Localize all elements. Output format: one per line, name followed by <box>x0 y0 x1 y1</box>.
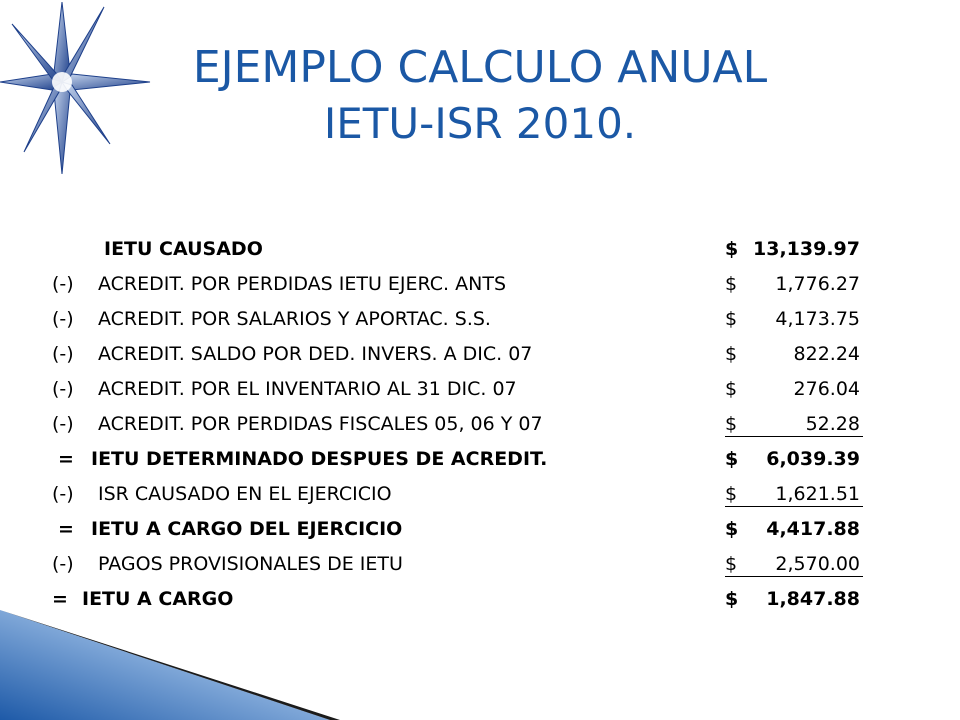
row-label: PAGOS PROVISIONALES DE IETU <box>98 553 403 575</box>
row-prefix: (-) <box>52 413 74 435</box>
row-amount: 1,847.88 <box>766 588 860 610</box>
slide-title: EJEMPLO CALCULO ANUAL <box>192 42 768 93</box>
row-label: IETU A CARGO <box>82 588 234 610</box>
row-prefix: (-) <box>52 273 74 295</box>
star-decoration-icon <box>0 0 175 175</box>
table-row <box>0 308 900 342</box>
row-amount: 13,139.97 <box>753 238 860 260</box>
row-prefix: (-) <box>52 378 74 400</box>
row-label: ACREDIT. POR EL INVENTARIO AL 31 DIC. 07 <box>98 378 517 400</box>
row-currency: $ <box>725 238 739 260</box>
row-amount: 4,417.88 <box>766 518 860 540</box>
row-currency: $ <box>725 273 738 295</box>
row-prefix: (-) <box>52 343 74 365</box>
row-label: ISR CAUSADO EN EL EJERCICIO <box>98 483 392 505</box>
underline-divider <box>725 436 863 437</box>
row-amount: 6,039.39 <box>766 448 860 470</box>
row-amount: 52.28 <box>805 413 860 435</box>
underline-divider <box>725 506 863 507</box>
row-currency: $ <box>725 308 738 330</box>
row-currency: $ <box>725 588 739 610</box>
table-row <box>0 483 900 517</box>
row-currency: $ <box>725 553 738 575</box>
underline-divider <box>725 576 863 577</box>
row-amount: 2,570.00 <box>775 553 860 575</box>
row-prefix: = <box>58 518 74 540</box>
row-currency: $ <box>725 483 738 505</box>
row-amount: 1,621.51 <box>775 483 860 505</box>
row-prefix: = <box>58 448 74 470</box>
slide-subtitle: IETU-ISR 2010. <box>323 99 637 148</box>
row-amount: 4,173.75 <box>775 308 860 330</box>
row-label: ACREDIT. POR PERDIDAS IETU EJERC. ANTS <box>98 273 506 295</box>
table-row <box>0 378 900 412</box>
table-row <box>0 413 900 447</box>
row-currency: $ <box>725 378 738 400</box>
table-row <box>0 238 900 272</box>
row-currency: $ <box>725 518 739 540</box>
row-currency: $ <box>725 343 738 365</box>
row-label: IETU A CARGO DEL EJERCICIO <box>91 518 403 540</box>
row-currency: $ <box>725 448 739 470</box>
table-row <box>0 273 900 307</box>
row-currency: $ <box>725 413 738 435</box>
table-row <box>0 518 900 552</box>
row-label: ACREDIT. SALDO POR DED. INVERS. A DIC. 07 <box>98 343 533 365</box>
table-row <box>0 448 900 482</box>
bottom-wedge-decoration <box>0 580 960 720</box>
row-amount: 822.24 <box>793 343 860 365</box>
row-label: ACREDIT. POR SALARIOS Y APORTAC. S.S. <box>98 308 491 330</box>
row-prefix: (-) <box>52 553 74 575</box>
row-label: IETU CAUSADO <box>104 238 263 260</box>
table-row <box>0 343 900 377</box>
row-prefix: (-) <box>52 308 74 330</box>
row-label: IETU DETERMINADO DESPUES DE ACREDIT. <box>91 448 548 470</box>
row-amount: 1,776.27 <box>775 273 860 295</box>
row-amount: 276.04 <box>793 378 860 400</box>
row-prefix: (-) <box>52 483 74 505</box>
row-prefix: = <box>52 588 68 610</box>
row-label: ACREDIT. POR PERDIDAS FISCALES 05, 06 Y 07 <box>98 413 543 435</box>
